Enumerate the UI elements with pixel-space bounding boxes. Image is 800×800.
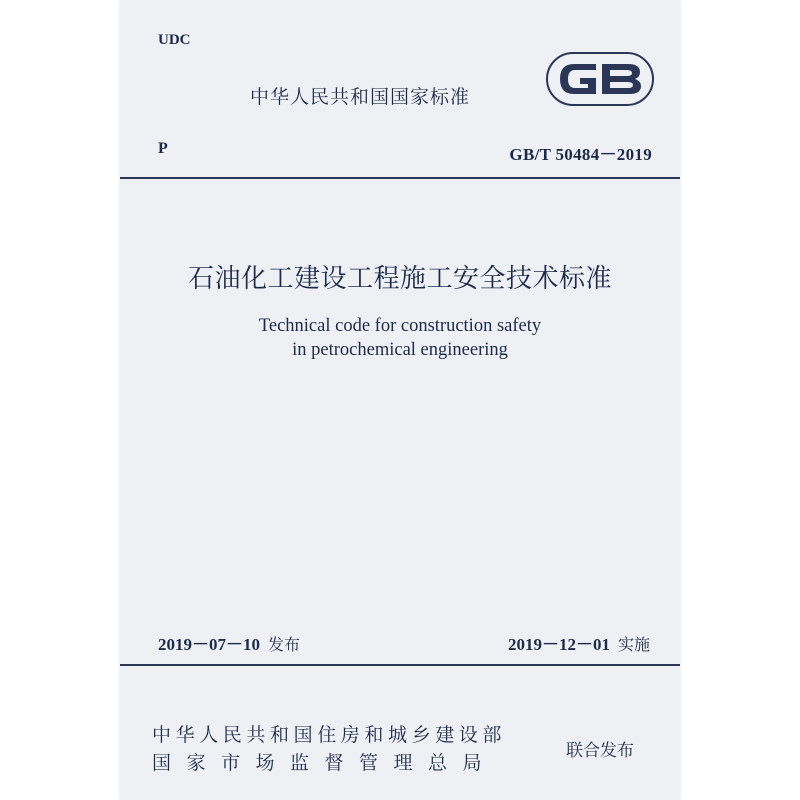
implementation-date-block [508,630,650,655]
title-english-line2: in petrochemical engineering [292,340,508,360]
title-chinese: 石油化工建设工程施工安全技术标准 [187,264,612,294]
standard-number: GB/T 50484－2019 [509,145,652,164]
implementation-date: 2019－12－01 [507,635,610,654]
bottom-divider [120,664,680,666]
issue-date: 2019－07－10 [158,635,260,654]
joint-issue-label: 联合发布 [566,741,634,761]
standard-cover [120,0,680,800]
national-standard-heading: 中华人民共和国国家标准 [250,86,471,108]
category-code: P [158,140,168,157]
gb-logo-icon [546,52,654,106]
title-english-line1: Technical code for construction safety [258,316,542,336]
issue-date-block [158,630,300,655]
udc-label: UDC [158,32,191,48]
issuer-ministry: 中华人民共和国住房和城乡建设部 [152,724,507,746]
title-english [120,314,680,362]
top-divider [120,177,680,179]
issue-label: 发布 [268,635,301,654]
issuer-administration: 国家市场监督管理总局 [152,752,498,774]
implementation-label: 实施 [617,635,650,654]
